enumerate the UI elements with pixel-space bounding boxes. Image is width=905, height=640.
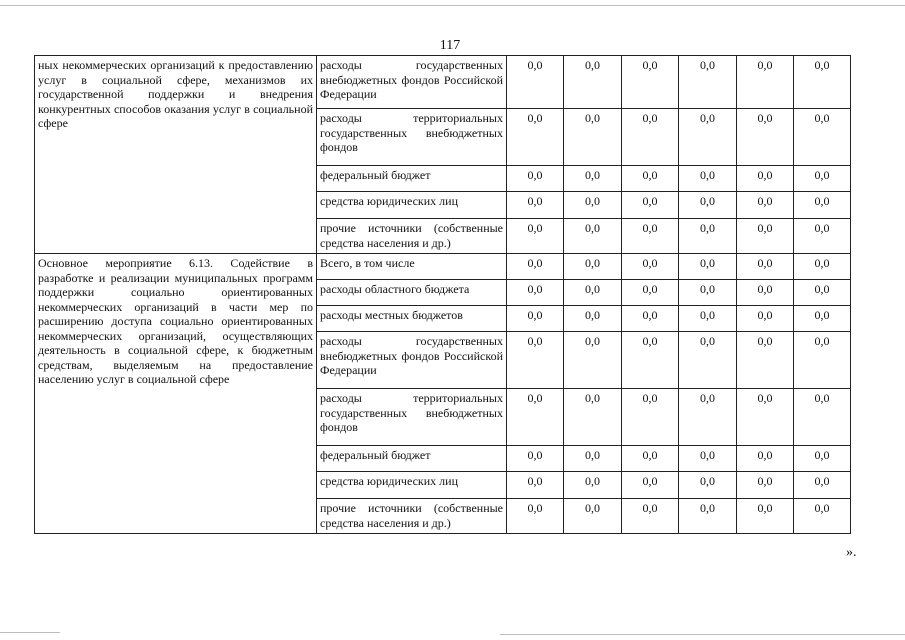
funding-source: средства юридических лиц	[317, 472, 507, 499]
amount-cell: 0,0	[564, 446, 622, 472]
amount-cell: 0,0	[507, 56, 564, 109]
funding-source: расходы областного бюджета	[317, 280, 507, 306]
amount-cell: 0,0	[679, 166, 737, 192]
page-number: 117	[439, 38, 461, 53]
amount-cell: 0,0	[507, 306, 564, 332]
scan-edge-bottom-right	[500, 634, 905, 635]
amount-cell: 0,0	[564, 192, 622, 219]
amount-cell: 0,0	[564, 166, 622, 192]
amount-cell: 0,0	[679, 472, 737, 499]
funding-source: расходы местных бюджетов	[317, 306, 507, 332]
amount-cell: 0,0	[679, 499, 737, 534]
scan-edge-top	[0, 5, 905, 6]
amount-cell: 0,0	[794, 56, 851, 109]
amount-cell: 0,0	[737, 446, 794, 472]
budget-table	[34, 55, 851, 534]
table-row	[35, 56, 851, 109]
funding-source: прочие источники (собственные средства населения и др.)	[317, 499, 507, 534]
scan-edge-bottom-left	[0, 632, 60, 633]
amount-cell: 0,0	[794, 166, 851, 192]
amount-cell: 0,0	[794, 219, 851, 254]
amount-cell: 0,0	[737, 192, 794, 219]
amount-cell: 0,0	[564, 109, 622, 166]
amount-cell: 0,0	[737, 332, 794, 389]
activity-description: ных некоммерческих организаций к предоставлению услуг в социальной сфере, механизмов их государственной поддержки и внедрения конкурентных способов оказания услуг в социальной сфере	[35, 56, 317, 254]
amount-cell: 0,0	[679, 192, 737, 219]
amount-cell: 0,0	[622, 389, 679, 446]
funding-source: расходы государственных внебюджетных фондов Российской Федерации	[317, 56, 507, 109]
amount-cell: 0,0	[564, 499, 622, 534]
amount-cell: 0,0	[737, 499, 794, 534]
amount-cell: 0,0	[564, 280, 622, 306]
amount-cell: 0,0	[679, 306, 737, 332]
amount-cell: 0,0	[622, 56, 679, 109]
amount-cell: 0,0	[564, 56, 622, 109]
amount-cell: 0,0	[794, 446, 851, 472]
amount-cell: 0,0	[794, 499, 851, 534]
funding-source: федеральный бюджет	[317, 166, 507, 192]
amount-cell: 0,0	[507, 280, 564, 306]
amount-cell: 0,0	[622, 109, 679, 166]
amount-cell: 0,0	[737, 254, 794, 280]
funding-source: средства юридических лиц	[317, 192, 507, 219]
amount-cell: 0,0	[794, 306, 851, 332]
table-row	[35, 254, 851, 280]
amount-cell: 0,0	[679, 219, 737, 254]
amount-cell: 0,0	[679, 56, 737, 109]
amount-cell: 0,0	[507, 109, 564, 166]
amount-cell: 0,0	[564, 306, 622, 332]
amount-cell: 0,0	[737, 166, 794, 192]
amount-cell: 0,0	[507, 166, 564, 192]
amount-cell: 0,0	[622, 306, 679, 332]
amount-cell: 0,0	[622, 280, 679, 306]
amount-cell: 0,0	[507, 219, 564, 254]
amount-cell: 0,0	[622, 332, 679, 389]
amount-cell: 0,0	[622, 219, 679, 254]
amount-cell: 0,0	[737, 219, 794, 254]
funding-source: расходы государственных внебюджетных фондов Российской Федерации	[317, 332, 507, 389]
amount-cell: 0,0	[622, 446, 679, 472]
closing-quote: ».	[846, 545, 857, 560]
amount-cell: 0,0	[507, 389, 564, 446]
amount-cell: 0,0	[679, 446, 737, 472]
amount-cell: 0,0	[737, 306, 794, 332]
amount-cell: 0,0	[564, 472, 622, 499]
amount-cell: 0,0	[564, 219, 622, 254]
amount-cell: 0,0	[794, 389, 851, 446]
amount-cell: 0,0	[794, 472, 851, 499]
funding-source: Всего, в том числе	[317, 254, 507, 280]
amount-cell: 0,0	[679, 254, 737, 280]
amount-cell: 0,0	[507, 446, 564, 472]
amount-cell: 0,0	[737, 472, 794, 499]
amount-cell: 0,0	[794, 280, 851, 306]
amount-cell: 0,0	[622, 192, 679, 219]
amount-cell: 0,0	[564, 254, 622, 280]
amount-cell: 0,0	[622, 166, 679, 192]
amount-cell: 0,0	[507, 499, 564, 534]
amount-cell: 0,0	[622, 254, 679, 280]
funding-source: расходы территориальных государственных внебюджетных фондов	[317, 389, 507, 446]
amount-cell: 0,0	[737, 56, 794, 109]
amount-cell: 0,0	[507, 254, 564, 280]
amount-cell: 0,0	[794, 109, 851, 166]
amount-cell: 0,0	[679, 332, 737, 389]
amount-cell: 0,0	[679, 280, 737, 306]
amount-cell: 0,0	[679, 109, 737, 166]
amount-cell: 0,0	[794, 192, 851, 219]
amount-cell: 0,0	[564, 332, 622, 389]
amount-cell: 0,0	[564, 389, 622, 446]
amount-cell: 0,0	[737, 389, 794, 446]
funding-source: федеральный бюджет	[317, 446, 507, 472]
funding-source: прочие источники (собственные средства населения и др.)	[317, 219, 507, 254]
activity-description: Основное мероприятие 6.13. Содействие в разработке и реализации муниципальных программ поддержки социально ориентированных некоммерческих организаций в части мер по расширению доступа социально ориентированных некоммерческих организаций, осуществляющих деятельность в социальной сфере, к бюджетным средствам, выделяемым на предоставление населению услуг в социальной сфере	[35, 254, 317, 534]
funding-source: расходы территориальных государственных внебюджетных фондов	[317, 109, 507, 166]
amount-cell: 0,0	[794, 332, 851, 389]
amount-cell: 0,0	[794, 254, 851, 280]
amount-cell: 0,0	[507, 332, 564, 389]
amount-cell: 0,0	[622, 499, 679, 534]
amount-cell: 0,0	[737, 280, 794, 306]
amount-cell: 0,0	[622, 472, 679, 499]
amount-cell: 0,0	[679, 389, 737, 446]
amount-cell: 0,0	[507, 192, 564, 219]
amount-cell: 0,0	[737, 109, 794, 166]
amount-cell: 0,0	[507, 472, 564, 499]
